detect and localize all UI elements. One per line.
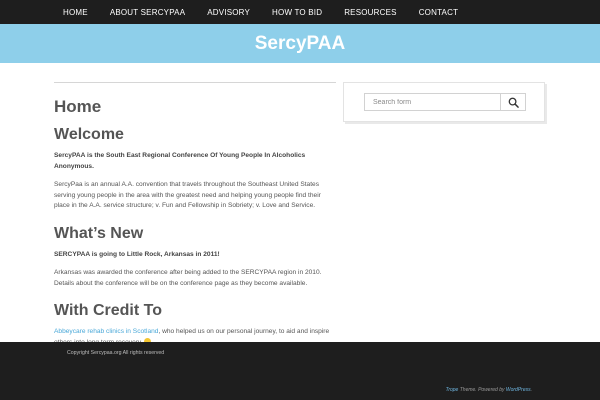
top-navigation: [0, 0, 600, 24]
nav-item-home[interactable]: HOME: [63, 7, 88, 17]
search-form: [364, 93, 526, 111]
abbeycare-link[interactable]: Abbeycare rehab clinics in Scotland: [54, 328, 159, 335]
nav-item-resources[interactable]: RESOURCES: [344, 7, 397, 17]
page-title: Home: [54, 97, 102, 116]
credit-body: , who helped us on our personal journey, to aid and inspire: [158, 328, 330, 335]
content-divider: [54, 82, 336, 83]
site-header: [0, 24, 600, 63]
whats-new-heading: What’s New: [54, 224, 144, 242]
nav-item-advisory[interactable]: ADVISORY: [207, 7, 251, 17]
search-widget: [343, 82, 545, 122]
theme-link[interactable]: Trope: [445, 387, 459, 393]
nav-item-contact[interactable]: CONTACT: [418, 7, 459, 17]
credit-period: .: [530, 387, 532, 393]
welcome-heading: Welcome: [54, 126, 124, 143]
nav-item-how-to-bid[interactable]: HOW TO BID: [272, 7, 323, 17]
site-title[interactable]: SercyPAA: [254, 32, 346, 54]
site-footer: [0, 342, 600, 400]
copyright-text: Copyright Sercypaa.org All rights reserved: [67, 350, 165, 356]
credit-heading: With Credit To: [54, 302, 162, 319]
search-icon: [508, 97, 519, 108]
theme-suffix: Theme. Powered by: [458, 387, 506, 393]
search-input[interactable]: [365, 94, 500, 110]
wordpress-link[interactable]: WordPress: [505, 387, 531, 393]
whats-new-body: Arkansas was awarded the conference after being added to the SERCYPAA region in 2010. Details about the conference will be on the conference page as they become available.: [54, 269, 322, 287]
whats-new-intro: SERCYPAA is going to Little Rock, Arkansas in 2011!: [54, 250, 220, 258]
welcome-body: SercyPaa is an annual A.A. convention that travels throughout the Southeast United States serving young people in the area with the greatest need and helping young people find their place in the A.A. service structure; v. Fun and Fellowship in Sobriety; v. Love and Service.: [54, 181, 321, 209]
main-content: [54, 82, 336, 356]
footer-credit: [446, 387, 532, 393]
welcome-intro: SercyPAA is the South East Regional Conference Of Young People In Alcoholics Anonymous.: [54, 152, 306, 170]
search-button[interactable]: [500, 94, 525, 110]
nav-menu: [52, 0, 469, 24]
nav-item-about-sercypaa[interactable]: ABOUT SERCYPAA: [109, 7, 186, 17]
